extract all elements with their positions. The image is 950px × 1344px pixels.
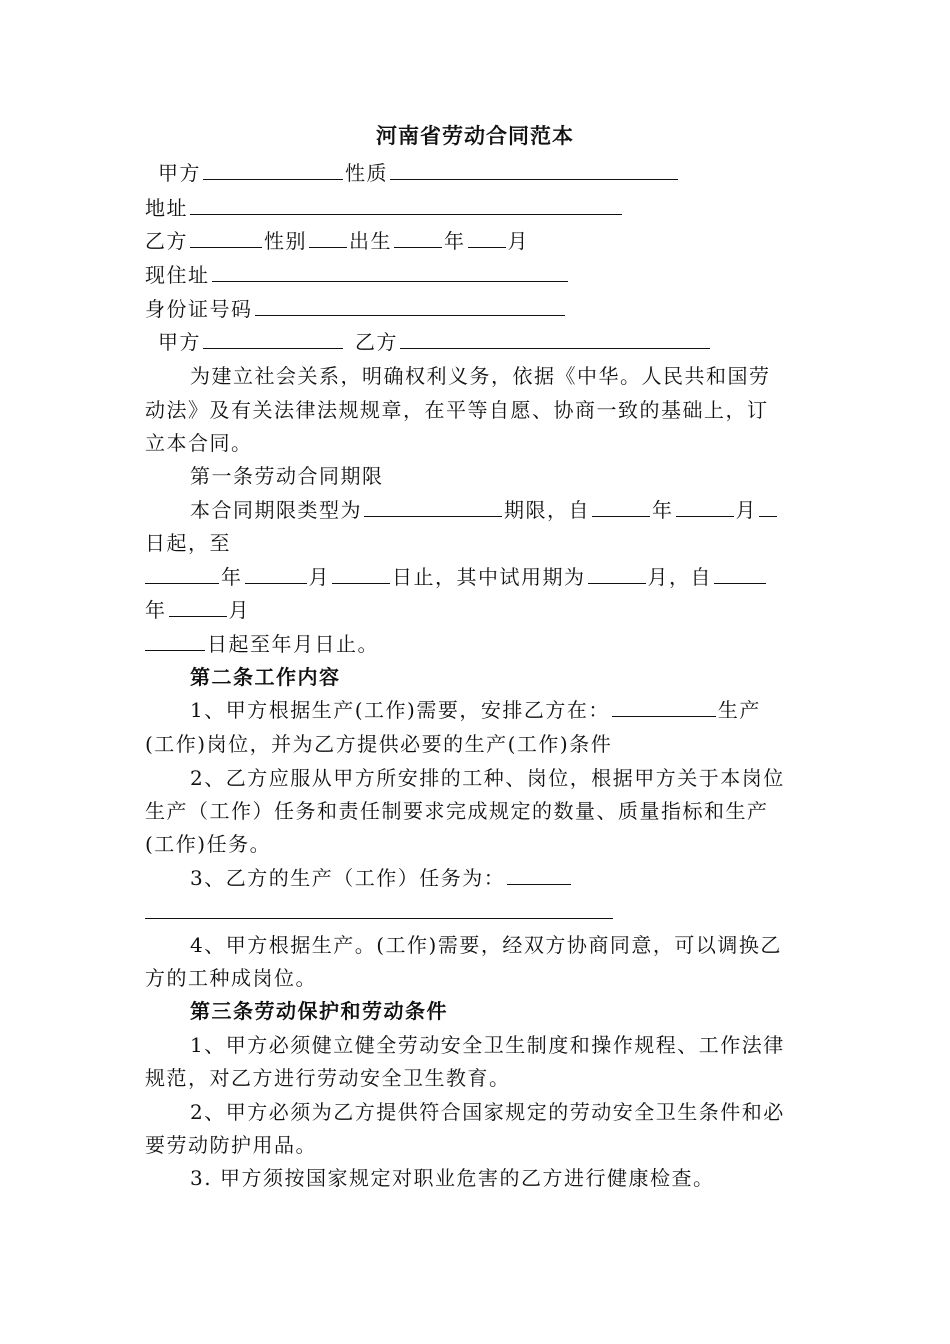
- preamble-line-3: 立本合同。: [145, 431, 253, 455]
- article-2-p1-line-1: [190, 697, 761, 723]
- end-day-blank: [332, 565, 390, 584]
- start-day-blank: [759, 498, 777, 517]
- start-year-label: 年: [652, 498, 674, 522]
- probation-months-blank: [588, 565, 646, 584]
- id-number-blank: [255, 297, 565, 316]
- current-address-label: 现住址: [145, 263, 210, 287]
- probation-label: 日止，其中试用期为: [392, 565, 586, 589]
- term-from-label: 期限，自: [504, 498, 590, 522]
- address-line: [145, 195, 624, 221]
- probation-year-label: 年: [145, 598, 167, 622]
- birth-year-blank: [394, 229, 442, 248]
- start-year-blank: [592, 498, 650, 517]
- term-type-blank: [364, 498, 502, 517]
- probation-month-label: 月: [228, 598, 250, 622]
- birth-label: 出生: [349, 229, 392, 253]
- article-1-line-5: [145, 631, 379, 657]
- nature-blank: [390, 161, 678, 180]
- address-label: 地址: [145, 196, 188, 220]
- sign-a-label: 甲方: [158, 330, 201, 354]
- article-3-heading: 第三条劳动保护和劳动条件: [190, 999, 448, 1023]
- term-type-label: 本合同期限类型为: [190, 498, 362, 522]
- probation-end-text: 日起至年月日止。: [207, 632, 379, 656]
- article-1-line-2: 日起，至: [145, 531, 231, 555]
- article-1-heading: 第一条劳动合同期限: [190, 464, 384, 488]
- sign-a-blank: [203, 330, 343, 349]
- preamble-line-2: 动法》及有关法律法规规章，在平等自愿、协商一致的基础上，订: [145, 398, 769, 422]
- article-3-p1-line-2: 规范，对乙方进行劳动安全卫生教育。: [145, 1066, 511, 1090]
- start-month-blank: [676, 498, 734, 517]
- article-2-p4-line-2: 方的工种成岗位。: [145, 966, 317, 990]
- start-month-label: 月: [735, 498, 757, 522]
- end-month-blank: [245, 565, 307, 584]
- probation-day-blank: [145, 632, 205, 651]
- article-3-p3-line: 3. 甲方须按国家规定对职业危害的乙方进行健康检查。: [190, 1166, 715, 1190]
- sign-b-blank: [400, 330, 710, 349]
- party-b-label: 乙方: [145, 229, 188, 253]
- production-text: 生产: [717, 698, 761, 722]
- party-a-blank: [203, 161, 343, 180]
- birth-year-label: 年: [444, 229, 466, 253]
- article-2-p3-line: [190, 865, 573, 891]
- article-1-line-3: [145, 564, 768, 590]
- article-2-p4-line-1: 4、甲方根据生产。(工作)需要，经双方协商同意，可以调换乙: [190, 933, 782, 957]
- article-1-line-4: [145, 597, 250, 623]
- gender-label: 性别: [264, 229, 307, 253]
- tasks-label: 3、乙方的生产（工作）任务为：: [190, 866, 506, 890]
- article-2-p2-line-3: (工作)任务。: [145, 832, 272, 856]
- nature-label: 性质: [345, 161, 388, 185]
- tasks-blank: [507, 866, 571, 885]
- position-blank: [612, 698, 716, 717]
- article-2-p2-line-1: 2、乙方应服从甲方所安排的工种、岗位，根据甲方关于本岗位: [190, 766, 785, 790]
- party-b-blank: [190, 229, 262, 248]
- party-b-line: [145, 228, 529, 254]
- signature-line: [158, 329, 712, 355]
- assign-position-text: 1、甲方根据生产(工作)需要，安排乙方在：: [190, 698, 610, 722]
- party-a-line: [158, 160, 680, 186]
- party-a-label: 甲方: [158, 161, 201, 185]
- id-number-line: [145, 296, 567, 322]
- current-address-blank: [212, 263, 568, 282]
- preamble-line-1: 为建立社会关系，明确权利义务，依据《中华。人民共和国劳: [190, 364, 771, 388]
- id-number-label: 身份证号码: [145, 297, 253, 321]
- article-3-p1-line-1: 1、甲方必须健立健全劳动安全卫生制度和操作规程、工作法律: [190, 1033, 785, 1057]
- current-address-line: [145, 262, 570, 288]
- article-3-p2-line-1: 2、甲方必须为乙方提供符合国家规定的劳动安全卫生条件和必: [190, 1100, 785, 1124]
- address-blank: [190, 196, 622, 215]
- birth-month-label: 月: [507, 229, 529, 253]
- birth-month-blank: [468, 229, 506, 248]
- document-title: 河南省劳动合同范本: [376, 123, 574, 148]
- article-2-p2-line-2: 生产（工作）任务和责任制要求完成规定的数量、质量指标和生产: [145, 799, 769, 823]
- gender-blank: [309, 229, 347, 248]
- probation-month-blank: [169, 598, 227, 617]
- article-1-line-1: [190, 497, 779, 523]
- end-year-blank: [145, 565, 219, 584]
- probation-from-label: 月，自: [647, 565, 712, 589]
- sign-b-label: 乙方: [355, 330, 398, 354]
- article-3-p2-line-2: 要劳动防护用品。: [145, 1133, 317, 1157]
- end-month-label: 月: [308, 565, 330, 589]
- article-2-heading: 第二条工作内容: [190, 665, 341, 689]
- end-year-label: 年: [221, 565, 243, 589]
- probation-year-blank: [714, 565, 766, 584]
- article-2-p1-line-2: (工作)岗位，并为乙方提供必要的生产(工作)条件: [145, 732, 613, 756]
- tasks-full-blank: [145, 918, 613, 919]
